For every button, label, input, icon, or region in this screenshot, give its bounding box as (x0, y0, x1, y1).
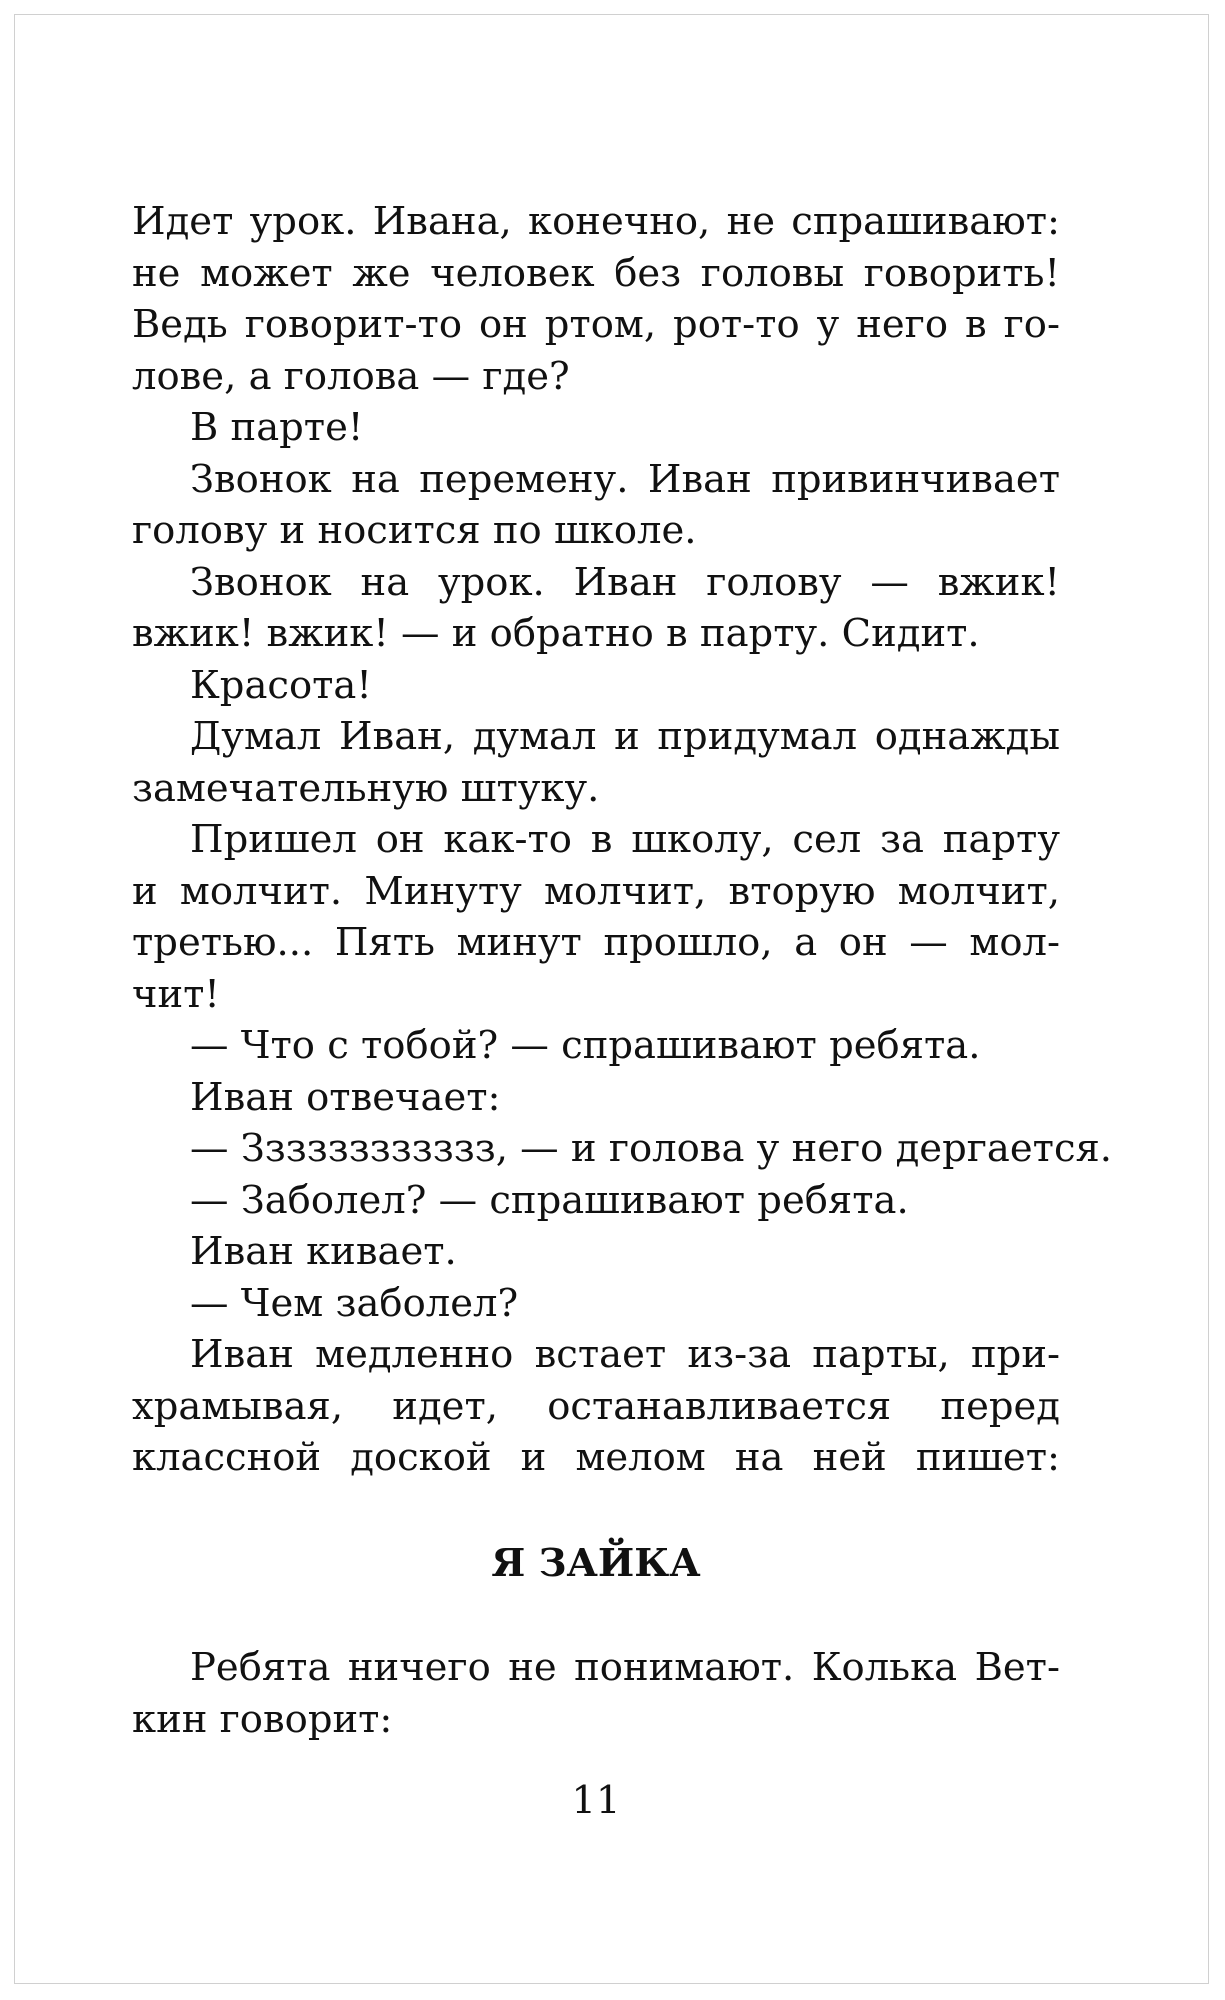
text-line: Ребята ничего не понимают. Колька Вет- (190, 1645, 1060, 1690)
text-line: голову и носится по школе. (132, 508, 697, 553)
text-line: Иван отвечает: (190, 1074, 501, 1120)
text-line: храмывая, идет, останавливается перед (132, 1383, 1060, 1429)
text-line: Идет урок. Ивана, конечно, не спрашивают: (132, 199, 1060, 244)
text-line: замечательную штуку. (132, 765, 600, 811)
text-line: — Зззззззззззз, — и голова у него дергается. (190, 1126, 1113, 1171)
text-line: Думал Иван, думал и придумал однажды (190, 714, 1060, 759)
text-line: В парте! (190, 405, 364, 450)
text-line: Иван кивает. (190, 1229, 457, 1274)
body-text (132, 196, 1113, 1484)
text-line: классной доской и мелом на ней пишет: (132, 1435, 1060, 1480)
text-line: чит! (132, 971, 220, 1017)
text-line: — Что с тобой? — спрашивают ребята. (190, 1023, 981, 1068)
text-line: Пришел он как-то в школу, сел за парту (190, 817, 1060, 862)
section-heading: Я ЗАЙКА (491, 1541, 701, 1586)
text-line: Звонок на урок. Иван голову — вжик! (190, 559, 1060, 605)
body-text-continued (132, 1642, 1060, 1745)
text-line: вжик! вжик! — и обратно в парту. Сидит. (132, 611, 980, 656)
text-line: третью... Пять минут прошло, а он — мол- (132, 920, 1060, 965)
text-line: — Чем заболел? (190, 1280, 519, 1326)
text-line: и молчит. Минуту молчит, вторую молчит, (132, 868, 1060, 914)
page-number: 11 (571, 1778, 621, 1823)
text-line: — Заболел? — спрашивают ребята. (190, 1177, 909, 1223)
text-line: Красота! (190, 662, 372, 708)
text-line: лове, а голова — где? (132, 353, 570, 399)
text-line: Ведь говорит-то он ртом, рот-то у него в го- (132, 302, 1060, 347)
text-line: не может же человек без головы говорить! (132, 250, 1060, 296)
text-line: Звонок на перемену. Иван привинчивает (190, 456, 1060, 502)
text-line: кин говорит: (132, 1696, 393, 1742)
text-line: Иван медленно встает из-за парты, при- (190, 1332, 1060, 1377)
